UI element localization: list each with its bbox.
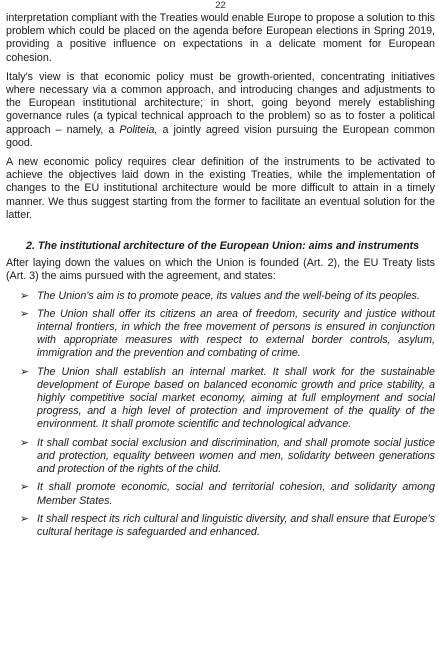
paragraph-1: interpretation compliant with the Treaties would enable Europe to propose a solution to this problem which could be placed on the agenda before European elections in Spring 2019, providing a positive influence on expectations in a delicate moment for European cohesion. [6,12,435,64]
list-item [6,290,435,303]
arrow-bullet-icon: ➢ [20,289,29,302]
section-heading: 2. The institutional architecture of the European Union: aims and instruments [26,240,420,253]
list-item-text: The Union shall establish an internal market. It shall work for the sustainable development of Europe based on balanced economic growth and price stability, a highly competitive social market economy, aiming at full employment and social progress, and a high level of protection and improvement of the quality of the environment. It shall promote scientific and technological advance. [37,365,435,431]
arrow-bullet-icon: ➢ [20,365,29,378]
list-item [6,308,435,361]
arrow-bullet-icon: ➢ [20,512,29,525]
arrow-bullet-icon: ➢ [20,481,29,494]
arrow-bullet-icon: ➢ [20,307,29,320]
paragraph-3: A new economic policy requires clear definition of the instruments to be activated to achieve the objectives laid down in the existing Treaties, while the implementation of changes to the EU institutional architecture would be more difficult to attain in a timely manner. We thus suggest starting from the former to facilitate an eventual solution for the latter. [6,156,435,221]
section-intro: After laying down the values on which the Union is founded (Art. 2), the EU Treaty lists (Art. 3) the aims pursued with the agreement, and states: [6,257,435,283]
paragraph-2-text-end: a jointly agreed vision pursuing the European common good. [6,123,435,149]
paragraph-2-text-start: Italy's view is that economic policy must be growth-oriented, concentrating initiatives where necessary via a common approach, and introducing changes and adjustments to the European institutional architecture; in short, going beyond merely establishing governance rules (a typical technical approach to the problem) so as to foster a political approach – namely, a [6,70,435,136]
list-item-text: It shall promote economic, social and territorial cohesion, and solidarity among Member States. [37,481,435,507]
list-item-text: It shall combat social exclusion and discrimination, and shall promote social justice and protection, equality between women and men, solidarity between generations and protection of the rights of the child. [37,436,435,476]
list-item-text: It shall respect its rich cultural and linguistic diversity, and shall ensure that Europe's cultural heritage is safeguarded and enhanced. [37,512,435,538]
paragraph-2 [6,71,435,150]
list-item [6,513,435,539]
aims-list [6,290,435,539]
paragraph-2-italic-term: Politeia, [119,123,158,136]
list-item [6,437,435,477]
list-item [6,481,435,507]
arrow-bullet-icon: ➢ [20,436,29,449]
list-item-text: The Union's aim is to promote peace, its values and the well-being of its peoples. [37,289,420,302]
list-item [6,366,435,432]
page-number: 22 [215,0,226,11]
list-item-text: The Union shall offer its citizens an area of freedom, security and justice without internal frontiers, in which the free movement of persons is ensured in conjunction with appropriate measures with respect to external border controls, asylum, immigration and the prevention and combating of crime. [37,307,435,360]
